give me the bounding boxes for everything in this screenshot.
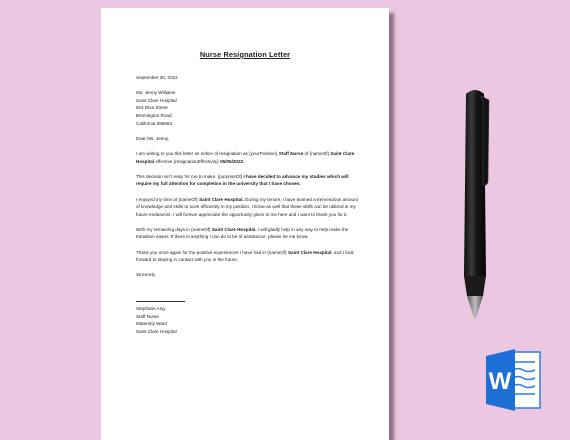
letter-page	[101, 8, 389, 440]
paragraph-reason: This decision isn’t easy for me to make. {purposeOf} I have decided to advance my studies which will require my full attention for completion in the university that I have chosen.	[136, 173, 349, 187]
recipient-line: 504 Dive Street	[136, 105, 168, 111]
letter-body	[136, 74, 362, 335]
recipient-line: Saint Clare Hospital	[136, 97, 177, 103]
word-document-icon	[486, 349, 542, 411]
paragraph-notice: I am writing to you this letter as notice of resignation as {yourPosition} Staff Nurse of {nameOf} Saint Clare Hospital effective {resignationEffectivity} 05/05/2022.	[136, 150, 355, 164]
salutation: Dear Ms. Jenny,	[136, 135, 170, 141]
signature-line	[136, 301, 185, 302]
signature-unit: Maternity Ward	[136, 321, 167, 327]
recipient-line: California 988563	[136, 120, 173, 126]
letter-title: Nurse Resignation Letter	[199, 50, 291, 59]
recipient-line: Bennington Road	[136, 112, 172, 118]
signature-title: Staff Nurse	[136, 313, 159, 319]
signature-name: Stepharie Ang	[136, 306, 165, 312]
paragraph-transition: With my remaining days in {nameOf} Saint Clare Hospital, I will gladly help in any way to help make the transition easier. If there is anything I can do to be of assistance, please let me know.	[136, 226, 349, 240]
recipient-line: Ms. Jenny Williams	[136, 90, 176, 96]
pen-icon	[455, 86, 495, 322]
closing: Sincerely,	[136, 272, 156, 278]
word-letter: W	[488, 368, 512, 395]
paragraph-thanks: Thank you once again for the positive experiences I have had in {nameOf} Saint Clare Hospital, and I look forward to staying in contact with you in the future.	[136, 249, 354, 263]
letter-date: September 30, 2022	[136, 75, 178, 80]
signature-block	[136, 305, 362, 335]
recipient-block	[136, 89, 362, 127]
paragraph-gratitude: I enjoyed my time at {nameOf} Saint Clare Hospital. During my tenure, I have learned a tremendous amount of knowledge and skills to work efficiently in my position. I know as well that these skills can be utilized in my future endeavors. I will forever appreciate the opportunity given to me here and I want to thank you for it.	[136, 196, 358, 217]
signature-org: Saint Clare Hospital	[136, 328, 177, 334]
